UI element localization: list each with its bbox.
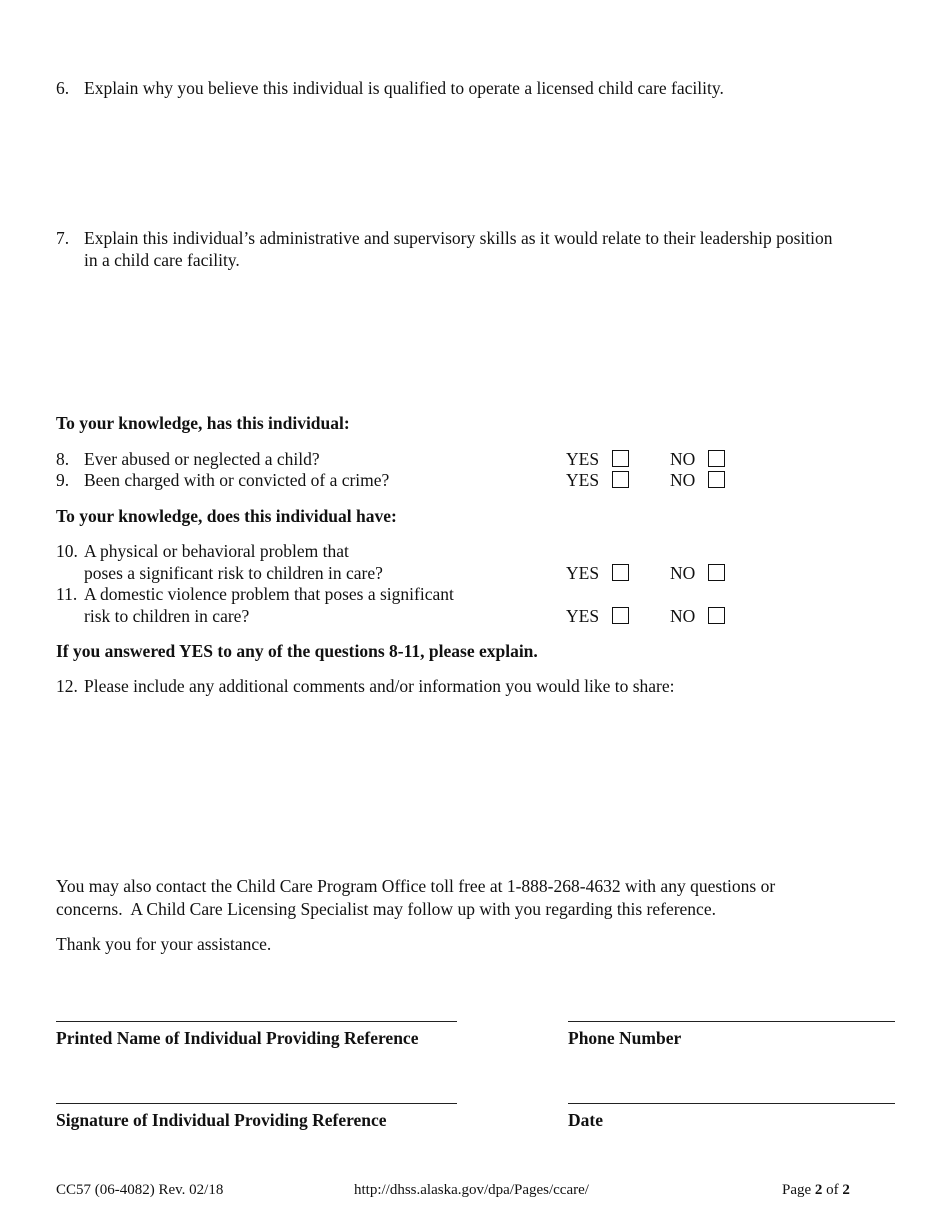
question-6-number: 6. <box>56 78 70 98</box>
question-7-number: 7. <box>56 228 70 248</box>
footer-page-number <box>782 1181 850 1199</box>
signature-line[interactable] <box>56 1103 457 1104</box>
question-10-text-line2: poses a significant risk to children in care? <box>84 563 383 583</box>
question-7-text-line1: Explain this individual’s administrative and supervisory skills as it would relate to their leadership position <box>84 228 833 248</box>
question-8-yes-checkbox[interactable] <box>612 450 629 467</box>
question-8-no-label: NO <box>670 449 696 469</box>
question-8-text: Ever abused or neglected a child? <box>84 449 320 469</box>
question-10-no-checkbox[interactable] <box>708 564 725 581</box>
question-9-no-checkbox[interactable] <box>708 471 725 488</box>
signature-label: Signature of Individual Providing Reference <box>56 1110 387 1130</box>
footer-form-id: CC57 (06-4082) Rev. 02/18 <box>56 1182 224 1198</box>
question-7-answer-area[interactable] <box>84 275 884 400</box>
phone-number-line[interactable] <box>568 1021 895 1022</box>
question-11-text-line2: risk to children in care? <box>84 606 250 626</box>
question-12-number: 12. <box>56 676 78 696</box>
thanks-text: Thank you for your assistance. <box>56 934 272 954</box>
contact-text-line1: You may also contact the Child Care Program Office toll free at 1-888-268-4632 with any questions or <box>56 876 776 896</box>
section-have-heading: To your knowledge, does this individual have: <box>56 506 397 526</box>
question-11-yes-label: YES <box>566 606 600 626</box>
date-line[interactable] <box>568 1103 895 1104</box>
page-prefix: Page <box>782 1182 815 1198</box>
date-label: Date <box>568 1110 603 1130</box>
question-9-text: Been charged with or convicted of a crime? <box>84 470 390 490</box>
question-9-yes-label: YES <box>566 470 600 490</box>
question-11-number: 11. <box>56 584 78 604</box>
question-9-no-label: NO <box>670 470 696 490</box>
question-11-no-checkbox[interactable] <box>708 607 725 624</box>
printed-name-line[interactable] <box>56 1021 457 1022</box>
question-9-yes-checkbox[interactable] <box>612 471 629 488</box>
question-6-text: Explain why you believe this individual is qualified to operate a licensed child care facility. <box>84 78 724 98</box>
question-12-answer-area[interactable] <box>84 700 884 860</box>
question-11-yes-checkbox[interactable] <box>612 607 629 624</box>
question-12-text: Please include any additional comments and/or information you would like to share: <box>84 676 675 696</box>
contact-text-line2: concerns. A Child Care Licensing Specialist may follow up with you regarding this reference. <box>56 899 716 919</box>
footer-url: http://dhss.alaska.gov/dpa/Pages/ccare/ <box>354 1182 589 1198</box>
question-8-number: 8. <box>56 449 70 469</box>
question-11-no-label: NO <box>670 606 696 626</box>
explain-instruction: If you answered YES to any of the questions 8-11, please explain. <box>56 641 538 661</box>
question-10-yes-checkbox[interactable] <box>612 564 629 581</box>
question-10-yes-label: YES <box>566 563 600 583</box>
question-10-text-line1: A physical or behavioral problem that <box>84 541 349 561</box>
printed-name-label: Printed Name of Individual Providing Reference <box>56 1028 419 1048</box>
question-8-no-checkbox[interactable] <box>708 450 725 467</box>
page-total: 2 <box>842 1182 850 1198</box>
question-7-text-line2: in a child care facility. <box>84 250 240 270</box>
question-11-text-line1: A domestic violence problem that poses a significant <box>84 584 454 604</box>
page-current: 2 <box>814 1182 823 1198</box>
section-has-heading: To your knowledge, has this individual: <box>56 413 350 433</box>
question-10-no-label: NO <box>670 563 696 583</box>
page-of: of <box>822 1182 843 1198</box>
phone-number-label: Phone Number <box>568 1028 682 1048</box>
question-10-number: 10. <box>56 541 78 561</box>
question-9-number: 9. <box>56 470 70 490</box>
question-8-yes-label: YES <box>566 449 600 469</box>
question-6-answer-area[interactable] <box>84 100 884 220</box>
